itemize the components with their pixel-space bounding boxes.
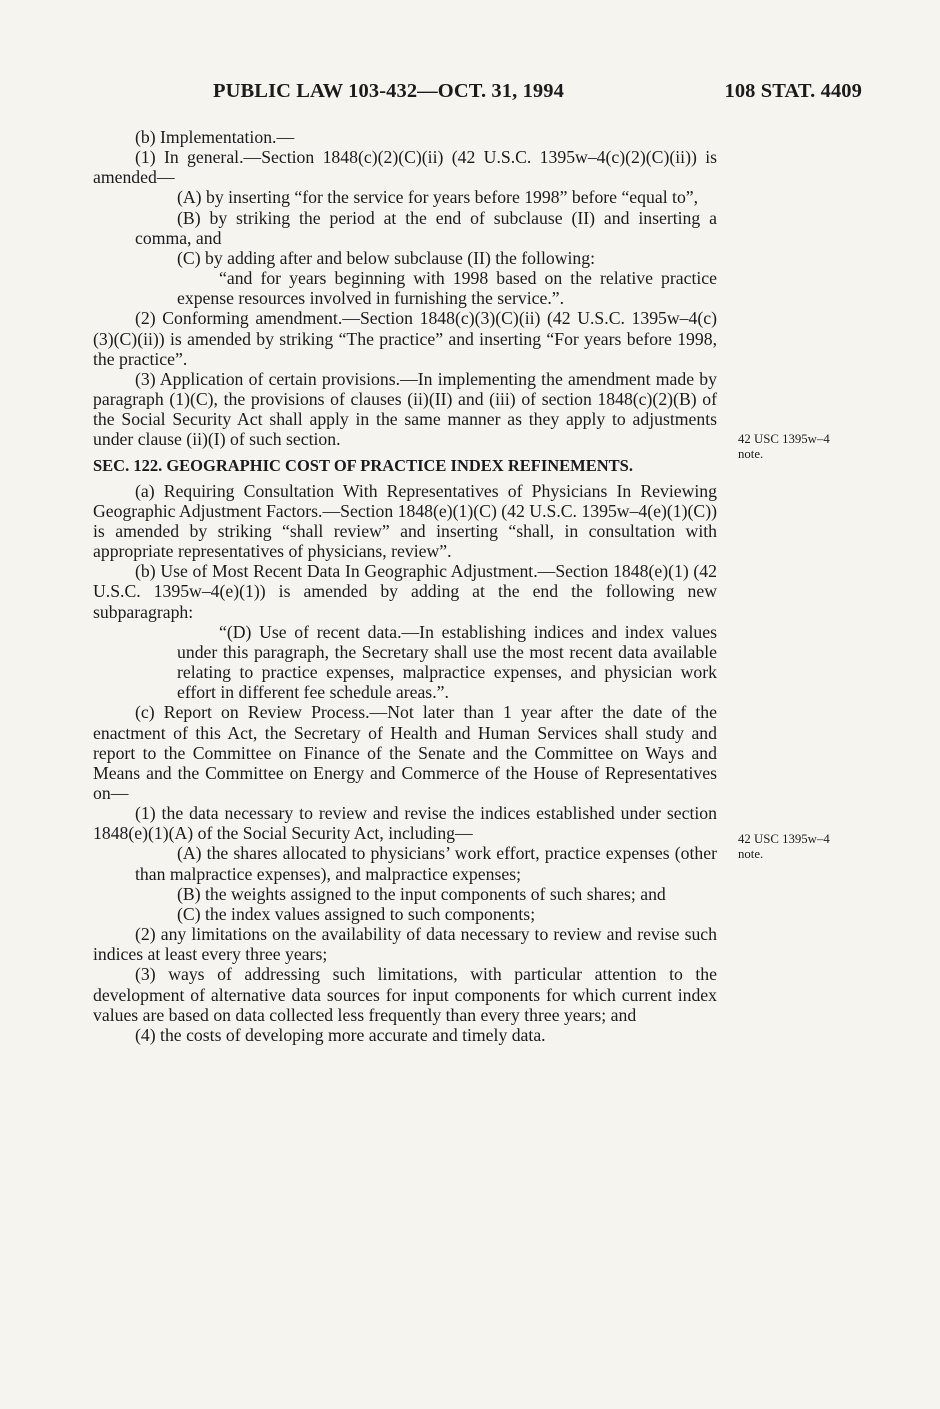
item-c4: (4) the costs of developing more accurate and timely data. [135, 1024, 546, 1045]
document-body [93, 127, 717, 1045]
subparagraph-1a: (A) by inserting “for the service for years before 1998” before “equal to”, [177, 187, 699, 208]
paragraph-1: (1) In general.—Section 1848(c)(2)(C)(ii) (42 U.S.C. 1395w–4(c)(2)(C)(ii)) is amended— [93, 147, 717, 188]
page-header-stat: 108 STAT. 4409 [724, 80, 862, 102]
margin-note-1-line2: note. [738, 447, 764, 461]
item-c2: (2) any limitations on the availability of data necessary to review and revise such indices at least every three years; [93, 924, 717, 965]
subparagraph-1c: (C) by adding after and below subclause (II) the following: [177, 247, 595, 268]
page-header-title: PUBLIC LAW 103-432—OCT. 31, 1994 [213, 80, 564, 102]
subsection-b-heading: (b) Implementation.— [135, 127, 295, 147]
subsection-b: (b) Use of Most Recent Data In Geographic Adjustment.—Section 1848(e)(1) (42 U.S.C. 1395w–4(e)(1)) is amended by adding at the end the following new subparagraph: [93, 561, 717, 622]
item-c3: (3) ways of addressing such limitations, with particular attention to the development of alternative data sources for input components for which current index values are based on data collected less frequently than every three years; and [93, 964, 717, 1025]
subsection-a: (a) Requiring Consultation With Representatives of Physicians In Reviewing Geographic Adjustment Factors.—Section 1848(e)(1)(C) (42 U.S.C. 1395w–4(e)(1)(C)) is amended by striking “shall review” and inserting “shall, in consultation with appropriate representatives of physicians, review”. [93, 480, 717, 562]
paragraph-3: (3) Application of certain provisions.—In implementing the amendment made by paragraph (1)(C), the provisions of clauses (ii)(II) and (iii) of section 1848(c)(2)(B) of the Social Security Act shall apply in the same manner as they apply to adjustments under clause (ii)(I) of such section. [93, 368, 717, 450]
margin-note-1-line1: 42 USC 1395w–4 [738, 432, 830, 446]
margin-note-2 [738, 832, 830, 862]
item-c1b: (B) the weights assigned to the input components of such shares; and [177, 883, 666, 904]
quoted-text-2: “(D) Use of recent data.—In establishing indices and index values under this paragraph, the Secretary shall use the most recent data available relating to practice expenses, malpractice expenses, and physician work effort in different fee schedule areas.”. [177, 621, 717, 703]
item-c1: (1) the data necessary to review and revise the indices established under section 1848(e)(1)(A) of the Social Security Act, including— [93, 803, 717, 844]
subparagraph-1b: (B) by striking the period at the end of subclause (II) and inserting a comma, and [135, 207, 717, 248]
margin-note-1 [738, 432, 830, 462]
subsection-c: (c) Report on Review Process.—Not later than 1 year after the date of the enactment of this Act, the Secretary of Health and Human Services shall study and report to the Committee on Finance of the Senate and the Committee on Ways and Means and the Committee on Energy and Commerce of the House of Representatives on— [93, 702, 717, 803]
margin-note-2-line1: 42 USC 1395w–4 [738, 832, 830, 846]
item-c1c: (C) the index values assigned to such components; [177, 903, 536, 924]
item-c1a: (A) the shares allocated to physicians’ work effort, practice expenses (other than malpractice expenses), and malpractice expenses; [135, 843, 717, 884]
quoted-text-1: “and for years beginning with 1998 based on the relative practice expense resources involved in furnishing the service.”. [177, 268, 717, 309]
paragraph-2: (2) Conforming amendment.—Section 1848(c)(3)(C)(ii) (42 U.S.C. 1395w–4(c)(3)(C)(ii)) is amended by striking “The practice” and inserting “For years before 1998, the practice”. [93, 308, 717, 369]
margin-note-2-line2: note. [738, 847, 764, 861]
section-122-heading: SEC. 122. GEOGRAPHIC COST OF PRACTICE INDEX REFINEMENTS. [93, 455, 633, 475]
